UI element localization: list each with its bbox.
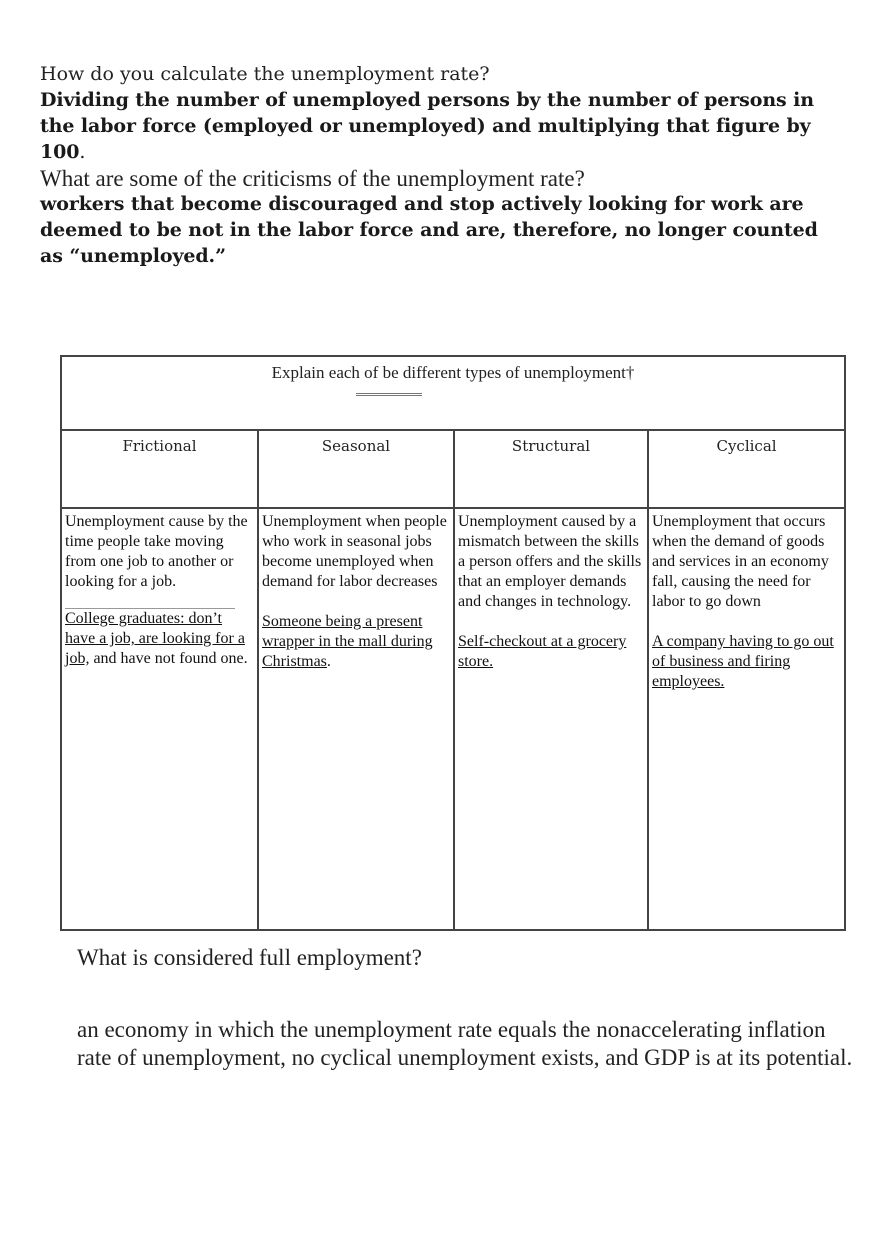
- header-label: Structural: [511, 437, 591, 455]
- question-3: What is considered full employment?: [77, 945, 422, 970]
- example-underlined: A company having to go out of business and firing employees.: [652, 633, 834, 690]
- question-1-block: [40, 62, 840, 165]
- header-seasonal: [258, 430, 454, 508]
- cell-frictional: [61, 508, 258, 930]
- header-structural: [454, 430, 648, 508]
- example-cyclical: [649, 632, 844, 692]
- definition-frictional: Unemployment cause by the time people take moving from one job to another or looking for a job.: [65, 513, 248, 590]
- header-label: Frictional: [122, 437, 197, 455]
- question-1: How do you calculate the unemployment rate?: [40, 63, 490, 85]
- table-title-cell: [61, 356, 845, 430]
- answer-1-period: .: [79, 141, 86, 163]
- header-cyclical: [648, 430, 845, 508]
- example-underlined: Someone being a present wrapper in the mall during Christmas: [262, 613, 433, 670]
- example-rest: and have not found one.: [89, 650, 248, 667]
- cell-gap: [259, 592, 453, 612]
- cell-gap: [455, 612, 647, 632]
- table-title: Explain each of be different types of unemployment†: [271, 363, 635, 382]
- title-underline: [356, 393, 422, 396]
- header-label: Seasonal: [321, 437, 391, 455]
- answer-3: an economy in which the unemployment rate equals the nonaccelerating inflation rate of unemployment, no cyclical unemployment exists, and GDP is at its potential.: [77, 1017, 853, 1070]
- question-2-block: [40, 166, 840, 269]
- example-seasonal: [259, 612, 453, 672]
- cell-seasonal: [258, 508, 454, 930]
- header-frictional: [61, 430, 258, 508]
- definition-structural: Unemployment caused by a mismatch between the skills a person offers and the skills that an employer demands and changes in technology.: [458, 513, 642, 610]
- cell-structural: [454, 508, 648, 930]
- cell-gap: [649, 612, 844, 632]
- example-rest: .: [326, 653, 331, 670]
- answer-1-text: Dividing the number of unemployed persons by the number of persons in the labor force (employed or unemployed) and multiplying that figure by 100: [40, 89, 814, 163]
- cell-cyclical: [648, 508, 845, 930]
- unemployment-types-table: [60, 355, 846, 931]
- example-underlined: Self-checkout at a grocery store.: [458, 633, 627, 670]
- definition-seasonal: Unemployment when people who work in seasonal jobs become unemployed when demand for labor decreases: [262, 513, 447, 590]
- example-structural: [455, 632, 647, 672]
- answer-2: workers that become discouraged and stop actively looking for work are deemed to be not in the labor force and are, therefore, no longer counted as “unemployed.”: [40, 193, 818, 267]
- question-2: What are some of the criticisms of the unemployment rate?: [40, 166, 585, 191]
- answer-1: [40, 87, 840, 165]
- example-frictional: [62, 609, 257, 669]
- definition-cyclical: Unemployment that occurs when the demand of goods and services in an economy fall, causing the need for labor to go down: [652, 513, 829, 610]
- header-label: Cyclical: [716, 437, 777, 455]
- example-underlined: College graduates: don’t have a job, are looking for a job,: [65, 610, 245, 667]
